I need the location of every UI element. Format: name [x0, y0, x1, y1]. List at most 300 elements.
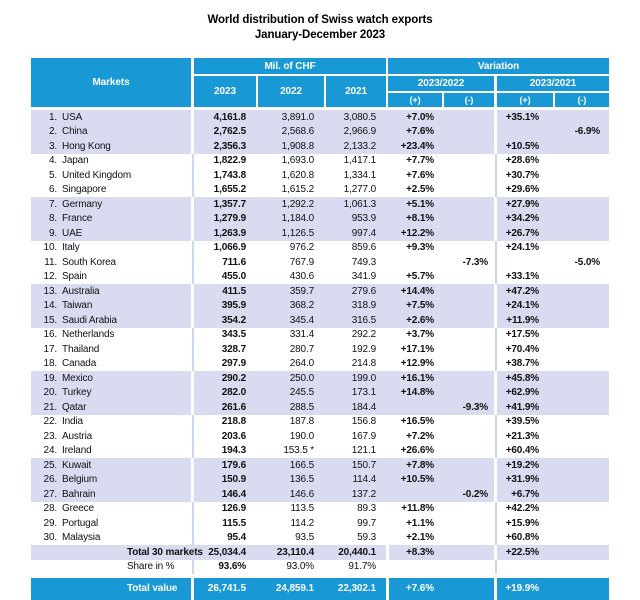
cell-var-2022-minus: -9.3% [442, 400, 494, 415]
cell-chf-2021: 749.3 [351, 256, 376, 268]
cell-var-2022-minus [442, 531, 494, 546]
cell-var-2021-minus [553, 386, 609, 401]
cell-chf-2022: 359.7 [256, 284, 324, 299]
table-row [31, 502, 609, 517]
cell-chf-2021: 318.9 [324, 299, 386, 314]
cell-chf-2021: 341.9 [351, 271, 376, 283]
header-var-2023-2022: 2023/2022 [386, 76, 494, 91]
cell-chf-2023: 1,357.7 [194, 197, 256, 212]
cell-chf-2023: 203.6 [221, 430, 246, 442]
cell-var-2021-plus: +70.4% [505, 343, 539, 355]
cell-var-2021-plus: +41.9% [497, 400, 553, 415]
cell-var-2021-minus [553, 168, 609, 183]
header-year-2021: 2021 [324, 76, 386, 107]
row-market-name: Australia [62, 285, 100, 297]
cell-var-2022-minus [442, 125, 494, 140]
cell-var-2022-plus: +1.1% [406, 517, 434, 529]
share-2022: 93.0% [286, 561, 314, 573]
cell-chf-2022: 166.5 [256, 458, 324, 473]
cell-chf-2022: 1,620.8 [281, 169, 314, 181]
row-rank: 22. [43, 416, 57, 428]
cell-var-2021-plus: +31.9% [497, 473, 553, 488]
cell-chf-2021: 2,966.9 [324, 125, 386, 140]
cell-var-2021-minus [553, 444, 609, 459]
cell-chf-2021: 137.2 [324, 487, 386, 502]
share-2023: 93.6% [218, 561, 246, 573]
cell-var-2021-plus: +45.8% [497, 371, 553, 386]
cell-chf-2023: 95.4 [227, 532, 246, 544]
cell-var-2021-plus: +60.8% [505, 532, 539, 544]
header-minus-2021: (-) [553, 93, 609, 107]
cell-chf-2021: 167.9 [351, 430, 376, 442]
header-chf-group: Mil. of CHF [194, 58, 386, 74]
exports-table [31, 58, 609, 600]
cell-var-2022-plus: +2.6% [386, 313, 442, 328]
cell-var-2021-minus [553, 183, 609, 198]
table-row [31, 183, 609, 198]
market-cell [31, 444, 191, 459]
cell-chf-2023: 2,762.5 [194, 125, 256, 140]
cell-chf-2022: 245.5 [256, 386, 324, 401]
row-market-name: Germany [62, 198, 103, 210]
market-cell [31, 458, 191, 473]
cell-var-2021-plus [497, 125, 553, 140]
cell-var-2021-minus [553, 226, 609, 241]
row-rank: 25. [43, 459, 57, 471]
cell-chf-2023: 290.2 [194, 371, 256, 386]
table-row [31, 299, 609, 314]
total-value-var-2021-plus: +19.9% [497, 578, 553, 600]
cell-chf-2023: 194.3 [221, 445, 246, 457]
cell-chf-2022: 288.5 [256, 400, 324, 415]
market-cell [31, 516, 191, 531]
row-market-name: Netherlands [62, 329, 115, 341]
cell-var-2021-minus [553, 502, 609, 517]
cell-chf-2022: 136.5 [256, 473, 324, 488]
market-cell [31, 270, 191, 285]
row-market-name: Spain [62, 271, 87, 283]
cell-chf-2021: 99.7 [357, 517, 376, 529]
cell-var-2021-plus: +17.5% [505, 329, 539, 341]
row-market-name: UAE [62, 227, 83, 239]
cell-chf-2022: 767.9 [289, 256, 314, 268]
cell-chf-2023: 126.9 [221, 503, 246, 515]
cell-var-2021-minus [553, 400, 609, 415]
cell-var-2022-plus: +9.3% [406, 242, 434, 254]
row-rank: 28. [43, 503, 57, 515]
cell-chf-2023: 218.8 [221, 416, 246, 428]
market-cell [31, 241, 191, 256]
cell-chf-2021: 59.3 [357, 532, 376, 544]
cell-chf-2022: 1,292.2 [256, 197, 324, 212]
market-cell [31, 400, 191, 415]
cell-chf-2023: 115.5 [222, 517, 246, 529]
cell-var-2021-plus: +29.6% [505, 184, 539, 196]
cell-chf-2022: 1,908.8 [256, 139, 324, 154]
cell-var-2021-minus [553, 270, 609, 285]
cell-var-2022-plus: +11.8% [401, 503, 434, 515]
cell-var-2021-plus: +6.7% [497, 487, 553, 502]
table-row [31, 241, 609, 256]
market-cell [31, 110, 191, 125]
table-row [31, 139, 609, 154]
cell-var-2021-minus [553, 110, 609, 125]
table-row [31, 371, 609, 386]
cell-var-2022-plus: +10.5% [386, 473, 442, 488]
market-cell [31, 183, 191, 198]
table-row [31, 226, 609, 241]
share-row [31, 560, 609, 575]
cell-chf-2023: 1,743.8 [213, 169, 246, 181]
total-30-markets-label: Total 30 markets [31, 545, 386, 560]
table-row [31, 125, 609, 140]
cell-var-2021-minus [553, 487, 609, 502]
row-market-name: Japan [62, 155, 89, 167]
cell-chf-2023: 1,655.2 [213, 184, 246, 196]
total-value-var-2022-plus: +7.6% [386, 578, 442, 600]
cell-chf-2022: 113.5 [290, 503, 314, 515]
table-row [31, 386, 609, 401]
cell-chf-2023: 354.2 [194, 313, 256, 328]
cell-chf-2022: 345.4 [256, 313, 324, 328]
title-line-1: World distribution of Swiss watch exports [207, 14, 433, 26]
row-market-name: India [62, 416, 83, 428]
cell-chf-2023: 711.6 [222, 256, 246, 268]
cell-var-2022-minus [442, 444, 494, 459]
market-cell [31, 371, 191, 386]
cell-var-2021-plus: +26.7% [497, 226, 553, 241]
cell-var-2022-minus: -0.2% [442, 487, 494, 502]
cell-var-2021-minus [553, 284, 609, 299]
cell-var-2022-minus [442, 197, 494, 212]
cell-chf-2022: 331.4 [289, 329, 314, 341]
table-row [31, 255, 609, 270]
cell-var-2022-plus: +3.7% [406, 329, 434, 341]
cell-var-2022-plus: +14.4% [386, 284, 442, 299]
table-row [31, 197, 609, 212]
market-cell [31, 328, 191, 343]
cell-var-2022-minus [442, 241, 494, 256]
row-market-name: Malaysia [62, 532, 101, 544]
cell-var-2021-minus [553, 516, 609, 531]
cell-var-2022-minus [442, 516, 494, 531]
row-market-name: Saudi Arabia [62, 314, 117, 326]
total-30-var-2021-plus: +22.5% [497, 545, 553, 560]
row-market-name: China [62, 126, 88, 138]
cell-chf-2021: 1,417.1 [343, 155, 376, 167]
total-30-var-2022-plus: +8.3% [386, 545, 442, 560]
cell-var-2022-minus [442, 270, 494, 285]
cell-var-2022-minus [442, 168, 494, 183]
cell-chf-2021: 859.6 [351, 242, 376, 254]
cell-var-2021-minus [553, 429, 609, 444]
cell-chf-2022: 368.2 [256, 299, 324, 314]
cell-var-2022-minus [442, 386, 494, 401]
cell-var-2022-plus: +12.2% [386, 226, 442, 241]
market-cell [31, 531, 191, 546]
cell-var-2022-plus: +7.6% [406, 169, 434, 181]
cell-var-2022-plus: +2.1% [406, 532, 434, 544]
cell-var-2022-plus: +7.0% [386, 110, 442, 125]
row-rank: 12. [43, 271, 57, 283]
row-rank: 7. [48, 198, 57, 210]
cell-var-2021-plus: +27.9% [497, 197, 553, 212]
row-rank: 17. [43, 343, 57, 355]
cell-chf-2021: 121.1 [351, 445, 376, 457]
cell-chf-2022: 250.0 [256, 371, 324, 386]
row-market-name: Austria [62, 430, 93, 442]
cell-var-2021-minus [553, 415, 609, 430]
row-rank: 13. [43, 285, 57, 297]
row-rank: 18. [43, 358, 57, 370]
row-rank: 21. [43, 401, 57, 413]
market-cell [31, 197, 191, 212]
cell-var-2022-minus [442, 415, 494, 430]
cell-var-2021-plus: +47.2% [497, 284, 553, 299]
cell-var-2021-minus [553, 473, 609, 488]
cell-var-2022-minus [442, 212, 494, 227]
cell-chf-2022: 1,615.2 [281, 184, 314, 196]
cell-var-2021-minus [553, 328, 609, 343]
cell-chf-2023: 455.0 [221, 271, 246, 283]
cell-var-2022-minus [442, 429, 494, 444]
cell-var-2021-plus: +34.2% [497, 212, 553, 227]
cell-var-2022-minus [442, 371, 494, 386]
row-rank: 23. [43, 430, 57, 442]
row-market-name: Portugal [62, 517, 99, 529]
cell-var-2021-plus: +15.9% [505, 517, 539, 529]
table-row [31, 444, 609, 459]
table-row [31, 328, 609, 343]
market-cell [31, 487, 191, 502]
cell-chf-2021: 292.2 [351, 329, 376, 341]
row-rank: 5. [48, 169, 57, 181]
cell-chf-2021: 3,080.5 [324, 110, 386, 125]
row-rank: 1. [48, 111, 57, 123]
market-cell [31, 473, 191, 488]
cell-var-2022-minus [442, 342, 494, 357]
total-value-row [31, 578, 609, 600]
cell-chf-2021: 114.4 [324, 473, 386, 488]
cell-var-2021-plus: +62.9% [497, 386, 553, 401]
cell-var-2021-plus: +30.7% [505, 169, 539, 181]
header-minus-2022: (-) [442, 93, 494, 107]
cell-chf-2023: 411.5 [194, 284, 256, 299]
cell-var-2022-plus [386, 255, 442, 270]
table-row [31, 154, 609, 169]
market-cell [31, 386, 191, 401]
cell-var-2021-plus: +38.7% [505, 358, 539, 370]
cell-var-2021-minus [553, 212, 609, 227]
row-market-name: Mexico [62, 372, 93, 384]
cell-var-2021-plus: +39.5% [505, 416, 539, 428]
row-market-name: Bahrain [62, 488, 96, 500]
cell-chf-2021: 173.1 [324, 386, 386, 401]
total-30-var-2021-minus [553, 545, 609, 560]
cell-chf-2021: 214.8 [351, 358, 376, 370]
table-row [31, 400, 609, 415]
cell-var-2022-minus [442, 226, 494, 241]
cell-var-2022-plus: +7.7% [406, 155, 434, 167]
row-rank: 4. [48, 155, 57, 167]
cell-var-2021-plus: +35.1% [497, 110, 553, 125]
cell-chf-2022: 2,568.6 [256, 125, 324, 140]
cell-chf-2022: 1,693.0 [281, 155, 314, 167]
cell-var-2022-minus [442, 328, 494, 343]
header-plus-2022: (+) [386, 93, 442, 107]
market-cell [31, 357, 191, 372]
cell-chf-2022: 976.2 [289, 242, 314, 254]
cell-chf-2022: 3,891.0 [256, 110, 324, 125]
row-market-name: Singapore [62, 184, 107, 196]
table-row [31, 429, 609, 444]
cell-var-2022-minus [442, 154, 494, 169]
header-year-2022: 2022 [256, 76, 324, 107]
cell-var-2021-plus: +10.5% [497, 139, 553, 154]
cell-var-2022-minus [442, 357, 494, 372]
cell-var-2022-plus: +23.4% [386, 139, 442, 154]
cell-var-2021-plus: +33.1% [505, 271, 539, 283]
market-cell [31, 168, 191, 183]
table-row [31, 212, 609, 227]
table-row [31, 357, 609, 372]
cell-chf-2021: 150.7 [324, 458, 386, 473]
cell-var-2021-plus: +19.2% [497, 458, 553, 473]
cell-chf-2021: 199.0 [324, 371, 386, 386]
table-row [31, 168, 609, 183]
row-rank: 24. [43, 445, 57, 457]
table-row [31, 458, 609, 473]
cell-var-2022-plus: +7.5% [386, 299, 442, 314]
cell-chf-2021: 1,061.3 [324, 197, 386, 212]
table-body [31, 110, 609, 545]
cell-var-2022-plus: +16.1% [386, 371, 442, 386]
cell-chf-2022: 1,126.5 [256, 226, 324, 241]
cell-chf-2021: 1,277.0 [343, 184, 376, 196]
row-market-name: Kuwait [62, 459, 92, 471]
cell-var-2021-minus [553, 197, 609, 212]
cell-chf-2021: 89.3 [357, 503, 376, 515]
cell-var-2021-minus [553, 139, 609, 154]
cell-chf-2021: 953.9 [324, 212, 386, 227]
cell-var-2022-minus [442, 502, 494, 517]
cell-chf-2021: 2,133.2 [324, 139, 386, 154]
row-market-name: Italy [62, 242, 80, 254]
cell-var-2021-minus [553, 371, 609, 386]
market-cell [31, 415, 191, 430]
total-30-2022: 23,110.4 [276, 546, 314, 558]
cell-var-2021-minus: -6.9% [553, 125, 609, 140]
row-rank: 29. [43, 517, 57, 529]
market-cell [31, 255, 191, 270]
total-value-2023: 26,741.5 [194, 578, 256, 600]
cell-chf-2022: 190.0 [289, 430, 314, 442]
cell-var-2022-minus [442, 110, 494, 125]
cell-var-2022-plus [386, 487, 442, 502]
row-market-name: Belgium [62, 474, 98, 486]
row-market-name: South Korea [62, 256, 116, 268]
market-cell [31, 139, 191, 154]
row-rank: 2. [48, 126, 57, 138]
row-market-name: Qatar [62, 401, 87, 413]
cell-var-2021-minus: -5.0% [574, 256, 600, 268]
cell-var-2021-minus [553, 531, 609, 546]
row-market-name: Turkey [62, 387, 92, 399]
cell-chf-2022: 146.6 [256, 487, 324, 502]
cell-chf-2023: 395.9 [194, 299, 256, 314]
row-rank: 11. [44, 256, 57, 268]
total-value-label: Total value [31, 578, 191, 600]
cell-var-2022-plus: +5.7% [406, 271, 434, 283]
table-row [31, 342, 609, 357]
cell-var-2021-minus [553, 154, 609, 169]
cell-var-2022-minus [442, 458, 494, 473]
cell-chf-2023: 4,161.8 [194, 110, 256, 125]
table-row [31, 110, 609, 125]
cell-var-2022-plus: +7.2% [406, 430, 434, 442]
row-rank: 6. [48, 184, 57, 196]
total-30-2021: 20,440.1 [338, 546, 376, 558]
cell-chf-2022: 187.8 [289, 416, 314, 428]
market-cell [31, 313, 191, 328]
row-market-name: Ireland [62, 445, 92, 457]
cell-chf-2022: 93.5 [295, 532, 314, 544]
cell-chf-2023: 282.0 [194, 386, 256, 401]
cell-chf-2021: 192.9 [351, 343, 376, 355]
row-market-name: Hong Kong [62, 140, 111, 152]
market-cell [31, 299, 191, 314]
cell-var-2022-plus: +14.8% [386, 386, 442, 401]
total-value-2022: 24,859.1 [256, 578, 324, 600]
cell-chf-2021: 316.5 [324, 313, 386, 328]
total-value-var-2021-minus [553, 578, 609, 600]
row-rank: 16. [43, 329, 57, 341]
row-market-name: Canada [62, 358, 97, 370]
row-market-name: Thailand [62, 343, 100, 355]
row-market-name: Taiwan [62, 300, 93, 312]
cell-var-2022-plus: +17.1% [400, 343, 434, 355]
row-rank: 14. [43, 300, 57, 312]
table-row [31, 415, 609, 430]
header-var-2023-2021: 2023/2021 [497, 76, 609, 91]
cell-chf-2023: 328.7 [221, 343, 246, 355]
share-label: Share in % [127, 561, 175, 573]
cell-var-2021-minus [553, 299, 609, 314]
cell-chf-2023: 150.9 [194, 473, 256, 488]
cell-var-2021-plus: +42.2% [505, 503, 539, 515]
cell-var-2022-plus [386, 400, 442, 415]
cell-chf-2021: 184.4 [324, 400, 386, 415]
market-cell [31, 154, 191, 169]
table-header [31, 58, 609, 107]
row-market-name: United Kingdom [62, 169, 132, 181]
cell-var-2021-plus: +28.6% [505, 155, 539, 167]
cell-chf-2022: 430.6 [289, 271, 314, 283]
cell-var-2022-plus: +8.1% [386, 212, 442, 227]
row-rank: 10. [43, 242, 57, 254]
cell-var-2021-plus: +24.1% [505, 242, 539, 254]
table-row [31, 516, 609, 531]
row-rank: 3. [48, 140, 57, 152]
row-rank: 20. [43, 387, 57, 399]
cell-chf-2023: 343.5 [221, 329, 246, 341]
row-rank: 15. [43, 314, 57, 326]
table-row [31, 284, 609, 299]
row-rank: 27. [43, 488, 57, 500]
title-line-2: January-December 2023 [254, 29, 386, 41]
cell-var-2021-plus: +11.9% [497, 313, 553, 328]
cell-chf-2023: 179.6 [194, 458, 256, 473]
